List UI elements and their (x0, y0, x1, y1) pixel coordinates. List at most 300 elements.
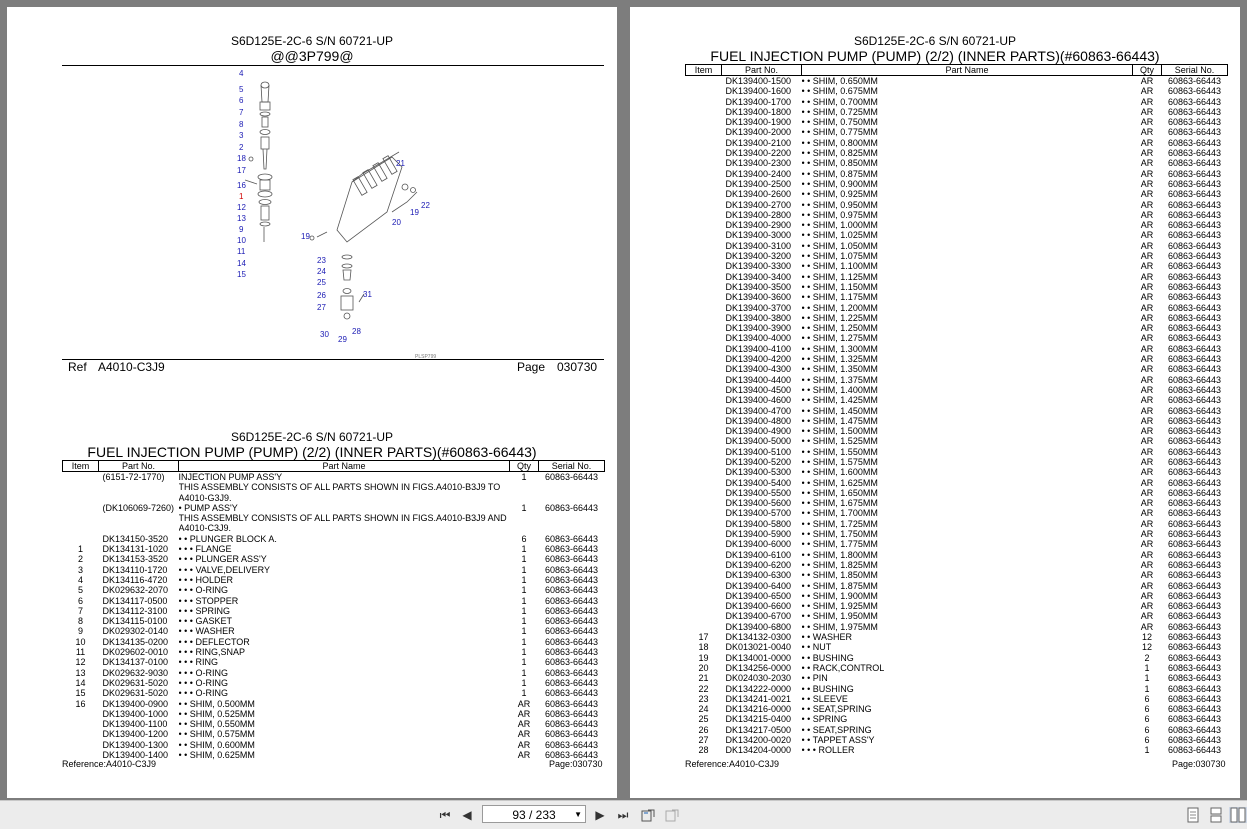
cell-item (686, 591, 722, 601)
cell-item (686, 519, 722, 529)
cell-item: 12 (75, 657, 86, 668)
cell-part-name: • • SHIM, 1.850MM (801, 570, 878, 581)
callout-label: 14 (237, 259, 246, 268)
cell-qty: AR (1140, 570, 1154, 581)
cell-part-name: • • SHIM, 0.675MM (801, 86, 878, 97)
cell-qty: 6 (521, 533, 527, 544)
cell-serial-no: 60863-66443 (544, 729, 599, 740)
cell-item (686, 333, 722, 343)
cell-serial-no: 60863-66443 (544, 605, 599, 616)
table-row (686, 622, 1228, 632)
cell-part-no: DK139400-2400 (725, 168, 792, 179)
footer-reference: Reference:A4010-C3J9 (685, 759, 780, 769)
cell-part-name: • • SHIM, 1.450MM (801, 405, 878, 416)
single-page-icon (1186, 807, 1200, 823)
cell-part-name: • • SHIM, 1.375MM (801, 374, 878, 385)
cell-part-name: • • SHIM, 1.950MM (801, 611, 878, 622)
cell-part-name: • • • O-RING (178, 677, 228, 688)
section-subtitle: FUEL INJECTION PUMP (PUMP) (2/2) (INNER PARTS)(#60863-66443) (87, 444, 537, 460)
cell-part-no: DK134001-0000 (725, 652, 792, 663)
cell-part-no: DK134241-0021 (725, 693, 792, 704)
cell-part-name: • • SEAT,SPRING (801, 704, 872, 715)
callout-label: 7 (239, 108, 244, 117)
cell-qty: AR (1140, 611, 1154, 622)
cell-part-name: • • SHIM, 1.500MM (801, 426, 878, 437)
table-row (686, 745, 1228, 755)
cell-qty: AR (1140, 487, 1154, 498)
cell-qty: AR (1140, 549, 1154, 560)
page-subtitle: @@3P799@ (270, 48, 354, 64)
cell-qty: AR (517, 739, 531, 750)
cell-item: 21 (698, 673, 709, 684)
column-header-part-no: Part No. (99, 461, 179, 472)
callout-label: 25 (317, 278, 326, 287)
table-row (63, 513, 605, 534)
cell-part-name: • • SHIM, 1.300MM (801, 343, 878, 354)
column-header-serial-no: Serial No. (539, 461, 605, 472)
cell-part-no: DK139400-3500 (725, 281, 792, 292)
column-header-part-name: Part Name (179, 461, 510, 472)
cell-part-no: (6151-72-1770) (102, 472, 165, 482)
cell-part-no: DK139400-4900 (725, 426, 792, 437)
cell-item (63, 503, 99, 513)
cell-part-no: DK139400-6200 (725, 559, 792, 570)
cell-item (686, 189, 722, 199)
cell-part-name: • • SHIM, 1.650MM (801, 487, 878, 498)
cell-serial-no: 60863-66443 (544, 626, 599, 637)
cell-serial-no: 60863-66443 (544, 667, 599, 678)
cell-part-name: • • SHIM, 0.900MM (801, 178, 878, 189)
cell-part-name: • • PLUNGER BLOCK A. (178, 533, 277, 544)
cell-item (686, 622, 722, 632)
cell-qty: AR (1140, 456, 1154, 467)
cell-part-name: • • • O-RING (178, 585, 228, 596)
cell-part-no: DK013021-0040 (725, 642, 792, 653)
cell-part-name: • • SHIM, 1.875MM (801, 580, 878, 591)
cell-part-no: DK139400-4300 (725, 364, 792, 375)
cell-part-no: DK029631-5020 (102, 677, 169, 688)
table-row (63, 565, 605, 575)
table-row (686, 138, 1228, 148)
cell-part-no: DK134117-0500 (102, 595, 168, 606)
cell-item: 26 (698, 724, 709, 735)
callout-label: 27 (317, 303, 326, 312)
cell-part-name: • • • SPRING (178, 605, 230, 616)
table-row (686, 333, 1228, 343)
single-page-view-button[interactable] (1185, 807, 1201, 823)
table-row (686, 272, 1228, 282)
table-row (686, 344, 1228, 354)
previous-page-button[interactable]: ◀ (462, 808, 472, 822)
cell-part-name: • • SHIM, 0.550MM (178, 719, 255, 730)
table-row (686, 179, 1228, 189)
cell-part-name: • • SHIM, 1.075MM (801, 251, 878, 262)
cell-part-name: • • SHIM, 1.425MM (801, 395, 878, 406)
table-row (686, 632, 1228, 642)
cell-part-name: • • • VALVE,DELIVERY (178, 564, 270, 575)
cell-item: 4 (77, 574, 83, 585)
table-row (686, 642, 1228, 652)
cell-serial-no: 60863-66443 (1167, 735, 1222, 745)
table-row (686, 375, 1228, 385)
cell-item (686, 158, 722, 168)
cell-part-name: • PUMP ASS'Y (178, 502, 238, 513)
table-row (686, 169, 1228, 179)
history-back-button[interactable] (639, 807, 657, 823)
cell-serial-no: 60863-66443 (1167, 704, 1222, 715)
cell-part-no: DK139400-3900 (725, 323, 792, 334)
cell-part-name: • • SLEEVE (801, 693, 848, 704)
cell-qty: 6 (1144, 714, 1150, 725)
cell-qty: AR (1140, 251, 1154, 262)
cell-item (686, 169, 722, 179)
callout-label: 12 (237, 203, 246, 212)
cell-part-name: • • • RING (178, 657, 218, 668)
cell-part-no: DK139400-1200 (102, 729, 169, 740)
cell-qty: 1 (521, 636, 527, 647)
table-row (686, 694, 1228, 704)
cell-serial-no: 60863-66443 (544, 719, 599, 730)
cell-part-name: • • SHIM, 1.625MM (801, 477, 878, 488)
cell-part-no: DK139400-4800 (725, 415, 792, 426)
cell-serial-no: 60863-66443 (544, 595, 599, 606)
cell-serial-no: 60863-66443 (1167, 178, 1222, 189)
table-row (63, 699, 605, 709)
cell-part-name: • • SHIM, 1.475MM (801, 415, 878, 426)
cell-serial-no: 60863-66443 (1167, 106, 1222, 117)
cell-serial-no: 60863-66443 (1167, 539, 1222, 550)
cell-part-no (99, 482, 179, 503)
cell-part-name: • • SHIM, 0.825MM (801, 148, 878, 159)
two-page-view-button[interactable] (1229, 807, 1247, 823)
cell-part-no: DK139400-1000 (102, 708, 169, 719)
cell-qty: 2 (1144, 652, 1150, 663)
callout-label: 24 (317, 267, 326, 276)
cell-qty: AR (1140, 96, 1154, 107)
cell-part-name: • • BUSHING (801, 652, 854, 663)
cell-part-name: • • SEAT,SPRING (801, 724, 872, 735)
cell-part-no: DK134137-0100 (102, 657, 169, 668)
table-row (686, 323, 1228, 333)
cell-item (686, 323, 722, 333)
cell-qty: AR (1140, 384, 1154, 395)
cell-serial-no: 60863-66443 (1167, 467, 1222, 478)
cell-serial-no: 60863-66443 (1167, 621, 1222, 632)
cell-serial-no: 60863-66443 (1167, 498, 1222, 509)
cell-item (686, 179, 722, 189)
cell-part-name: • • SHIM, 1.575MM (801, 456, 878, 467)
cell-part-name: • • SHIM, 0.575MM (178, 729, 255, 740)
cell-qty: AR (1140, 117, 1154, 128)
cell-serial-no: 60863-66443 (1167, 395, 1222, 406)
cell-qty: AR (1140, 580, 1154, 591)
table-row (686, 591, 1228, 601)
cell-qty: AR (1140, 498, 1154, 509)
cell-serial-no: 60863-66443 (1167, 642, 1222, 653)
cell-item: 24 (698, 704, 709, 715)
cell-part-no: DK139400-1800 (725, 106, 792, 117)
callout-label: 6 (239, 96, 244, 105)
table-row (63, 596, 605, 606)
page-number-selector[interactable] (482, 805, 586, 823)
cell-part-no: DK139400-2800 (725, 209, 792, 220)
cell-serial-no: 60863-66443 (1167, 683, 1222, 694)
cell-serial-no: 60863-66443 (1167, 281, 1222, 292)
table-row (63, 472, 605, 483)
cell-qty: AR (1140, 508, 1154, 519)
callout-label: 31 (363, 290, 372, 299)
cell-item (63, 719, 99, 729)
cell-qty (510, 513, 539, 534)
cell-part-no: DK139400-2700 (725, 199, 792, 210)
parts-table (685, 64, 1228, 756)
cell-part-name: • • SHIM, 1.275MM (801, 333, 878, 344)
table-row (686, 725, 1228, 735)
cell-qty: AR (1140, 230, 1154, 241)
cell-part-no: DK139400-2000 (725, 127, 792, 138)
cell-part-no: DK029632-9030 (102, 667, 169, 678)
cell-item (686, 200, 722, 210)
cell-qty: 1 (521, 554, 527, 565)
cell-part-no: DK139400-4600 (725, 395, 792, 406)
table-row (686, 406, 1228, 416)
cell-qty: AR (1140, 292, 1154, 303)
cell-serial-no: 60863-66443 (1167, 570, 1222, 581)
cell-qty: 1 (521, 595, 527, 606)
cell-qty: AR (517, 750, 531, 761)
cell-serial-no: 60863-66443 (1167, 745, 1222, 756)
footer-page: Page:030730 (1172, 759, 1226, 769)
table-row (63, 678, 605, 688)
cell-serial-no: 60863-66443 (1167, 549, 1222, 560)
table-row (686, 313, 1228, 323)
table-row (686, 436, 1228, 446)
cell-qty: 1 (521, 667, 527, 678)
cell-item: 14 (75, 677, 86, 688)
cell-part-name: • • SHIM, 0.800MM (801, 137, 878, 148)
table-row (63, 606, 605, 616)
cell-qty: AR (517, 708, 531, 719)
cell-part-name: • • SHIM, 1.100MM (801, 261, 878, 272)
table-row (63, 554, 605, 564)
cell-part-name: • • SHIM, 0.725MM (801, 106, 878, 117)
cell-item (63, 729, 99, 739)
cell-serial-no: 60863-66443 (1167, 96, 1222, 107)
cell-part-no: DK139400-3300 (725, 261, 792, 272)
cell-part-name: • • SHIM, 1.900MM (801, 590, 878, 601)
first-page-button[interactable]: ⏮ (439, 808, 451, 822)
cell-serial-no: 60863-66443 (1167, 292, 1222, 303)
column-header-part-no: Part No. (722, 65, 802, 76)
next-page-button[interactable]: ▶ (595, 808, 605, 822)
cell-item (686, 601, 722, 611)
cell-qty: AR (1140, 590, 1154, 601)
cell-part-no: DK134131-1020 (102, 544, 169, 555)
footer-page: Page:030730 (549, 759, 603, 769)
cell-part-no: DK139400-2200 (725, 148, 792, 159)
table-row (686, 519, 1228, 529)
cell-part-no: DK139400-4000 (725, 333, 792, 344)
table-row (686, 148, 1228, 158)
cell-qty: AR (1140, 220, 1154, 231)
cell-part-no: DK139400-1500 (725, 76, 792, 86)
cell-part-no: DK134110-1720 (102, 564, 168, 575)
cell-part-no: DK139400-6300 (725, 570, 792, 581)
cell-item (686, 251, 722, 261)
cell-part-name: • • • RING,SNAP (178, 647, 245, 658)
cell-serial-no: 60863-66443 (1167, 714, 1222, 725)
cell-item (686, 303, 722, 313)
cell-part-no: DK134153-3520 (102, 554, 169, 565)
cell-serial-no: 60863-66443 (1167, 415, 1222, 426)
table-row (686, 581, 1228, 591)
column-header-item: Item (63, 461, 99, 472)
history-forward-button[interactable] (663, 807, 681, 823)
cell-item: 3 (77, 564, 83, 575)
two-page-icon (1230, 807, 1246, 823)
table-row (686, 735, 1228, 745)
cell-qty: AR (1140, 395, 1154, 406)
cell-part-name: • • SHIM, 1.150MM (801, 281, 878, 292)
cell-qty: AR (1140, 364, 1154, 375)
cell-qty: AR (1140, 281, 1154, 292)
cell-part-no: DK139400-4200 (725, 354, 792, 365)
callout-label: 28 (352, 327, 361, 336)
cell-part-no: DK139400-2100 (725, 137, 792, 148)
cell-serial-no: 60863-66443 (1167, 76, 1222, 86)
cell-serial-no: 60863-66443 (1167, 86, 1222, 97)
callout-label: 21 (396, 159, 405, 168)
callout-label: 18 (237, 154, 246, 163)
cell-part-name: • • SHIM, 1.000MM (801, 220, 878, 231)
cell-item: 16 (75, 698, 86, 709)
cell-serial-no: 60863-66443 (1167, 374, 1222, 385)
table-row (686, 467, 1228, 477)
cell-item: 5 (77, 585, 83, 596)
cell-item: 23 (698, 693, 709, 704)
cell-item: 10 (75, 636, 86, 647)
cell-serial-no: 60863-66443 (544, 677, 599, 688)
table-row (686, 241, 1228, 251)
cell-part-no: DK139400-6600 (725, 601, 792, 612)
cell-part-name: • • SHIM, 1.675MM (801, 498, 878, 509)
table-row (686, 478, 1228, 488)
page-title: S6D125E-2C-6 S/N 60721-UP (230, 34, 394, 48)
cell-serial-no: 60863-66443 (1167, 189, 1222, 200)
cell-qty: 1 (521, 564, 527, 575)
cell-serial-no: 60863-66443 (1167, 693, 1222, 704)
cell-serial-no: 60863-66443 (1167, 673, 1222, 684)
cell-qty: AR (1140, 86, 1154, 97)
table-row (686, 86, 1228, 96)
cell-serial-no: 60863-66443 (1167, 251, 1222, 262)
table-row (686, 673, 1228, 683)
cell-part-no: DK139400-5100 (725, 446, 792, 457)
callout-label: 11 (237, 247, 246, 256)
cell-part-no: DK139400-3100 (725, 240, 792, 251)
cell-part-name: • • WASHER (801, 632, 852, 643)
cell-part-no: DK029602-0010 (102, 647, 169, 658)
footer-reference: Reference:A4010-C3J9 (62, 759, 157, 769)
cell-item: 20 (698, 662, 709, 673)
cell-item (686, 539, 722, 549)
cell-item (686, 220, 722, 230)
cell-part-name: • • BUSHING (801, 683, 854, 694)
page-label: Page (517, 360, 546, 374)
chevron-down-icon: ▼ (574, 810, 582, 819)
cell-part-name: • • SHIM, 1.025MM (801, 230, 878, 241)
cell-qty: AR (1140, 127, 1154, 138)
cell-qty: AR (1140, 518, 1154, 529)
callout-label: 22 (421, 201, 430, 210)
cell-serial-no: 60863-66443 (544, 616, 599, 627)
cell-serial-no: 60863-66443 (544, 564, 599, 575)
cell-qty: AR (1140, 446, 1154, 457)
cell-serial-no: 60863-66443 (1167, 312, 1222, 323)
last-page-button[interactable]: ⏭ (617, 808, 629, 822)
cell-serial-no: 60863-66443 (1167, 529, 1222, 540)
cell-serial-no: 60863-66443 (1167, 426, 1222, 437)
cell-part-no: DK134135-0200 (102, 636, 169, 647)
cell-part-name: • • • O-RING (178, 688, 228, 699)
table-row (686, 76, 1228, 87)
cell-qty: AR (1140, 209, 1154, 220)
cell-item (686, 344, 722, 354)
column-header-qty: Qty (1133, 65, 1162, 76)
cell-part-no: DK134112-3100 (102, 605, 168, 616)
cell-item (686, 127, 722, 137)
continuous-view-button[interactable] (1208, 807, 1224, 823)
cell-serial-no: 60863-66443 (544, 533, 599, 544)
cell-serial-no: 60863-66443 (1167, 632, 1222, 643)
cell-part-no: DK139400-4700 (725, 405, 792, 416)
cell-part-name: THIS ASSEMBLY CONSISTS OF ALL PARTS SHOWN IN FIGS.A4010-B3J9 AND A4010-C3J9. (178, 513, 507, 534)
cell-part-no: DK134204-0000 (725, 745, 792, 756)
cell-item (686, 230, 722, 240)
parts-table (62, 460, 605, 760)
callout-label: 2 (239, 143, 244, 152)
cell-item (686, 416, 722, 426)
cell-qty: AR (517, 698, 531, 709)
cell-item (686, 385, 722, 395)
cell-part-name: THIS ASSEMBLY CONSISTS OF ALL PARTS SHOWN IN FIGS.A4010-B3J9 TO A4010-G3J9. (178, 482, 501, 503)
cell-item: 18 (698, 642, 709, 653)
cell-part-name: • • PIN (801, 673, 828, 684)
cell-part-no: DK139400-3800 (725, 312, 792, 323)
cell-part-name: • • • FLANGE (178, 544, 232, 555)
cell-item (686, 436, 722, 446)
cell-item (686, 241, 722, 251)
cell-serial-no: 60863-66443 (1167, 158, 1222, 169)
cell-item (686, 447, 722, 457)
cell-serial-no (539, 482, 605, 503)
callout-label: 10 (237, 236, 246, 245)
table-row (686, 200, 1228, 210)
table-row (686, 395, 1228, 405)
callout-label: 17 (237, 166, 246, 175)
table-row (686, 158, 1228, 168)
table-row (63, 719, 605, 729)
callout-label: 4 (239, 69, 244, 78)
cell-item (686, 375, 722, 385)
table-row (686, 220, 1228, 230)
cell-serial-no: 60863-66443 (1167, 127, 1222, 138)
cell-part-name: • • SHIM, 1.200MM (801, 302, 878, 313)
cell-qty: 1 (521, 647, 527, 658)
cell-item: 28 (698, 745, 709, 756)
cell-item (686, 478, 722, 488)
table-row (686, 107, 1228, 117)
